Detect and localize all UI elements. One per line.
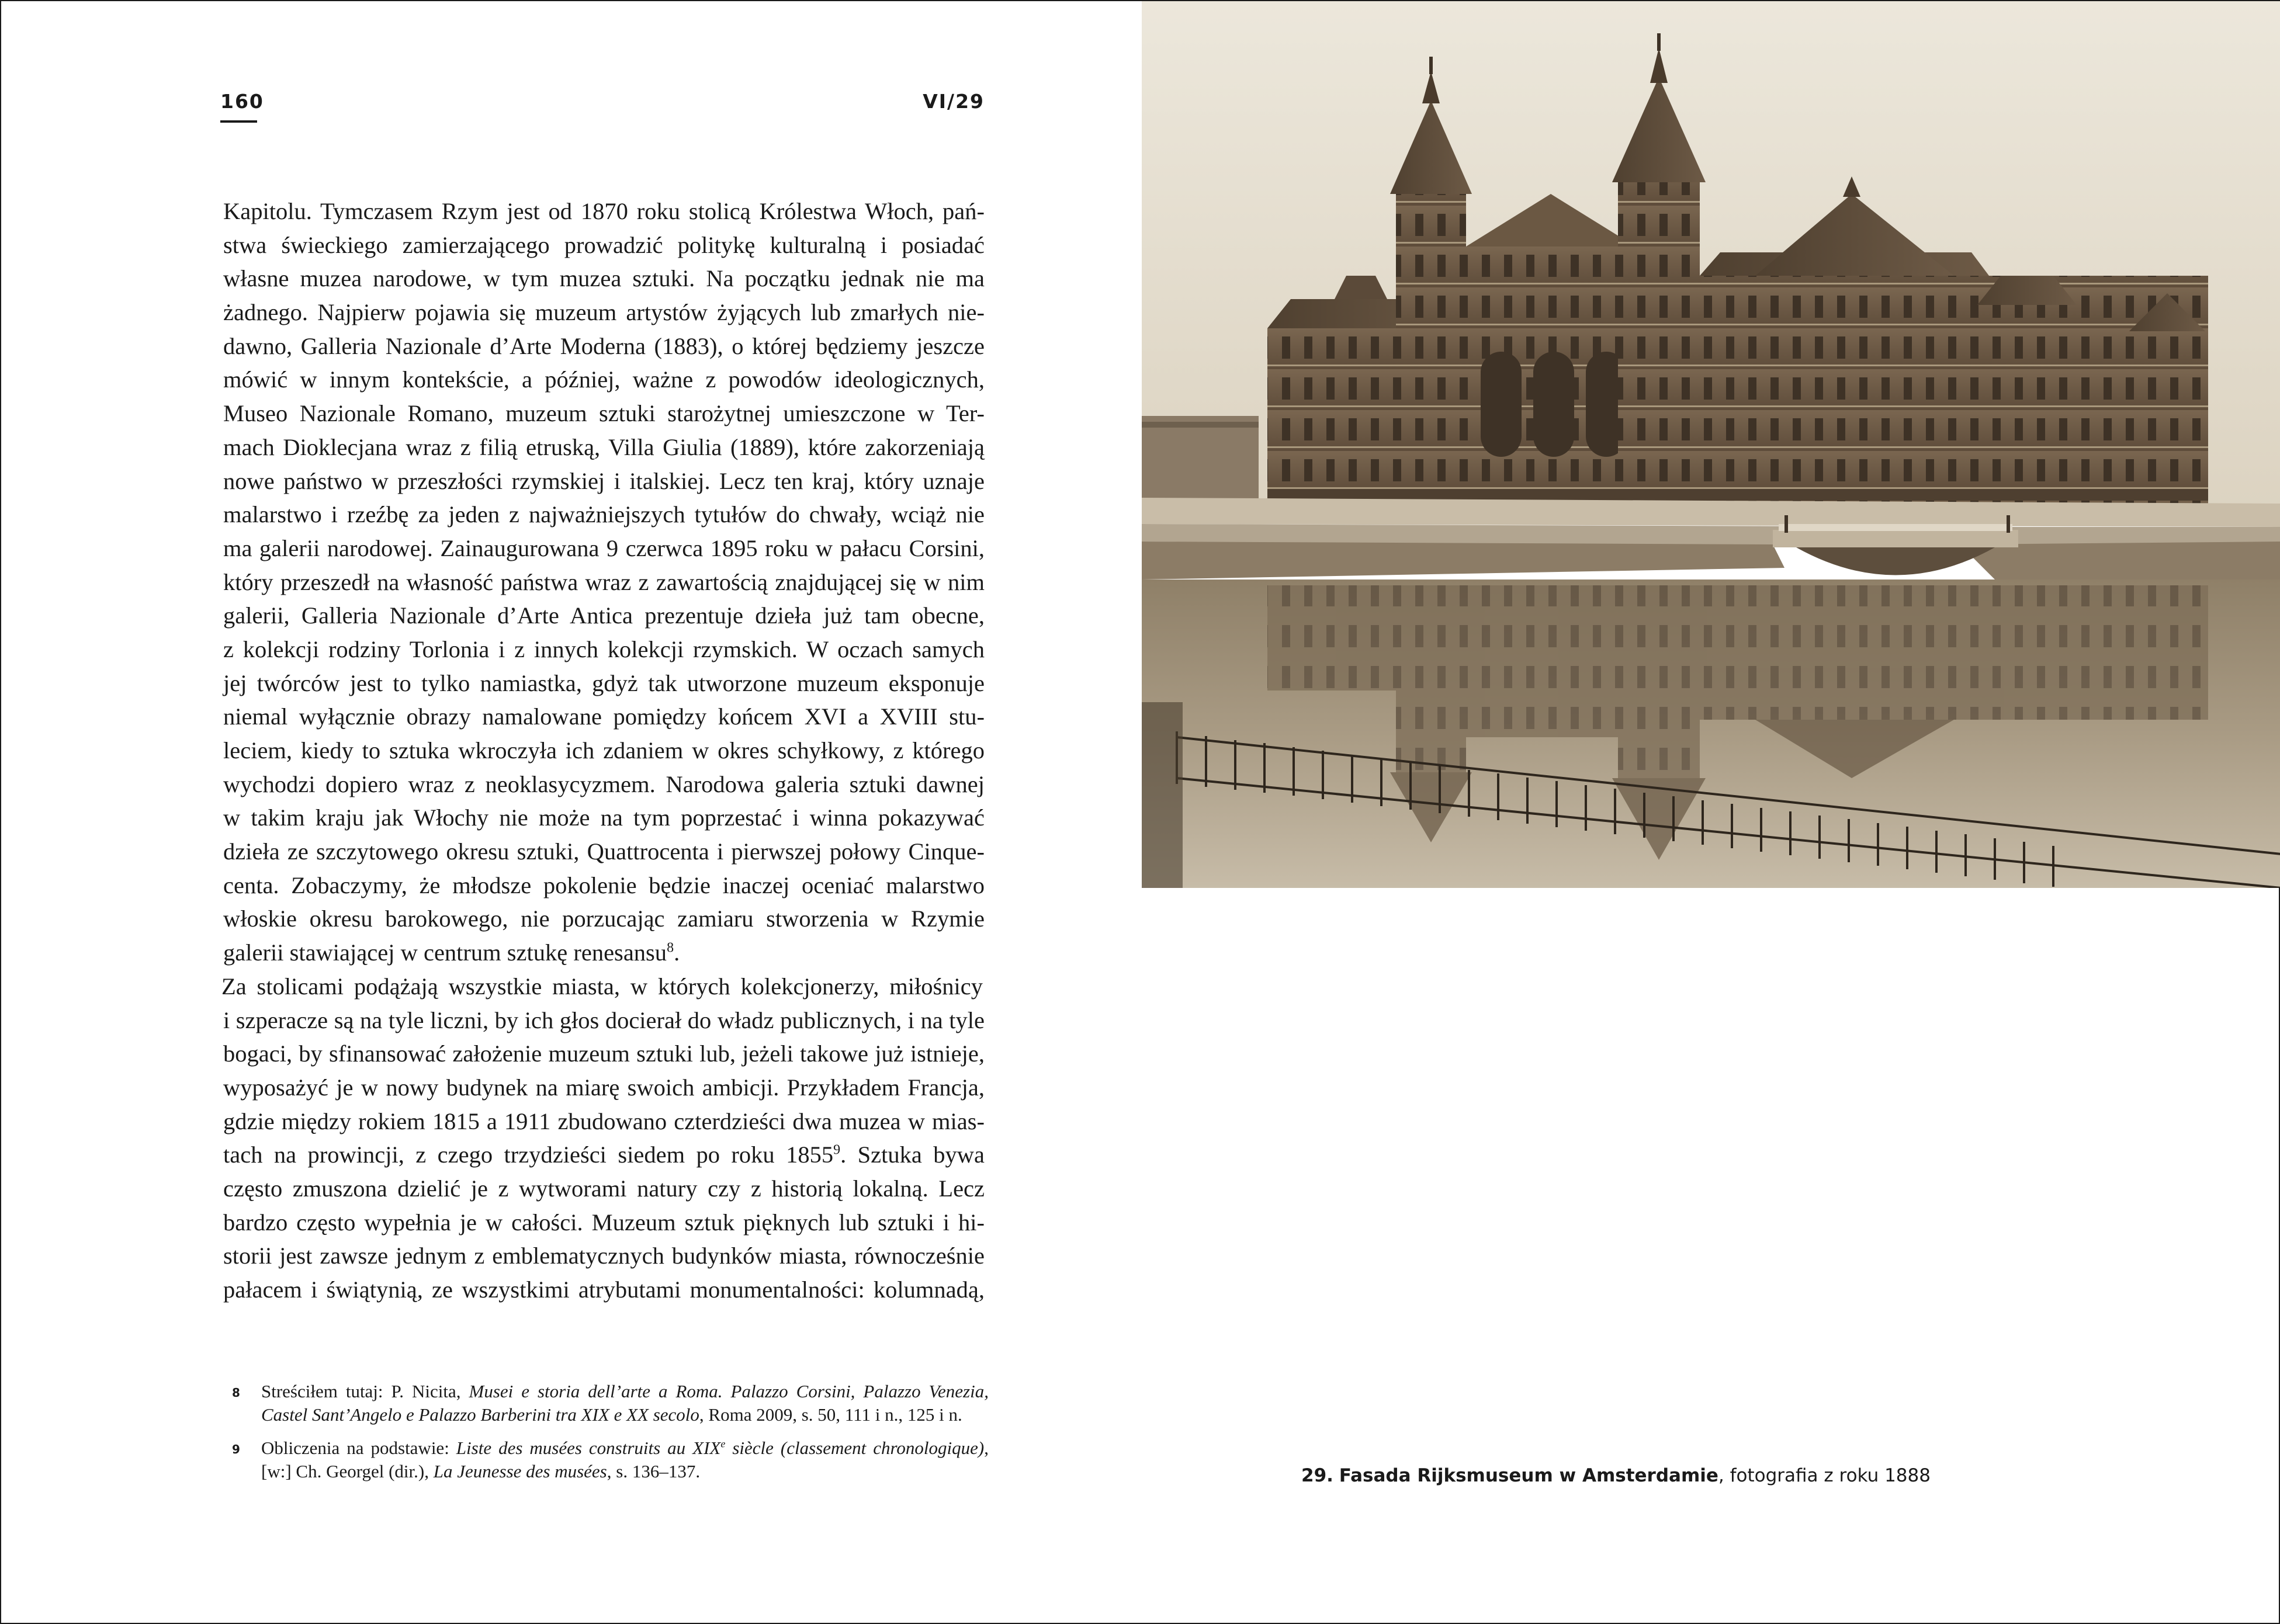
text-line: bogaci, by sfinansować założenie muzeum sztuki lub, jeżeli takowe już istnieje,: [223, 1040, 985, 1067]
footnote-marker: 9: [232, 1442, 240, 1456]
text-fragment: [w:] Ch. Georgel (dir.),: [261, 1461, 434, 1481]
text-fragment: galerii stawiającej w centrum sztukę renesansu: [223, 939, 667, 966]
text-line: dawno, Galleria Nazionale d’Arte Moderna (1883), o której będziemy jeszcze: [223, 332, 985, 359]
section-code: VI/29: [923, 90, 985, 113]
rijksmuseum-photograph: [1142, 1, 2280, 888]
text-line: Za stolicami podążają wszystkie miasta, w których kolekcjonerzy, miłośnicy: [221, 973, 983, 1000]
text-fragment-italic: Musei e storia dell’arte a Roma. Palazzo Corsini, Palazzo Venezia,: [469, 1381, 989, 1401]
footnotes: [232, 1380, 989, 1493]
text-fragment: siècle (classement chronologique): [725, 1438, 985, 1458]
text-line: często zmuszona dzielić je z wytworami natury czy z historią lokalną. Lecz: [223, 1175, 985, 1202]
text-fragment-italic: Castel Sant’Angelo e Palazzo Barberini tra XIX e XX secolo: [261, 1404, 699, 1425]
text-line: żadnego. Najpierw pojawia się muzeum artystów żyjących lub zmarłych nie-: [223, 299, 985, 326]
text-line: wyposażyć je w nowy budynek na miarę swoich ambicji. Przykładem Francja,: [223, 1074, 985, 1101]
text-line: Museo Nazionale Romano, muzeum sztuki starożytnej umieszczone w Ter-: [223, 400, 985, 427]
text-fragment: Obliczenia na podstawie:: [261, 1438, 456, 1458]
body-text: [223, 195, 985, 1307]
photo-illustration: [1142, 1, 2280, 888]
right-page: [1142, 1, 2280, 1624]
page-number-rule: [220, 120, 257, 123]
text-line: nowe państwo w przeszłości rzymskiej i italskiej. Lecz ten kraj, który uznaje: [223, 467, 985, 494]
text-line: wychodzi dopiero wraz z neoklasycyzmem. Narodowa galeria sztuki dawnej: [223, 771, 985, 797]
figure-caption-rest: , fotografia z roku 1888: [1718, 1465, 1931, 1486]
left-page: [1, 1, 1142, 1624]
bridge: [1773, 515, 2018, 575]
text-fragment-italic: La Jeunesse des musées: [433, 1461, 607, 1481]
figure-number: 29.: [1301, 1465, 1333, 1486]
text-fragment: ,: [984, 1438, 989, 1458]
footnote-line: [261, 1436, 989, 1460]
text-line: galerii, Galleria Nazionale d’Arte Antica prezentuje dzieła już tam obecne,: [223, 602, 985, 629]
text-line: leciem, kiedy to sztuka wkroczyła ich zdaniem w okres schyłkowy, z którego: [223, 737, 985, 764]
text-line: z kolekcji rodziny Torlonia i z innych kolekcji rzymskich. W oczach samych: [223, 636, 985, 662]
text-line: dzieła ze szczytowego okresu sztuki, Quattrocenta i pierwszej połowy Cinque-: [223, 838, 985, 865]
page-number: 160: [220, 90, 264, 113]
footnote-line: [261, 1403, 989, 1427]
text-line: Kapitolu. Tymczasem Rzym jest od 1870 roku stolicą Królestwa Włoch, pań-: [223, 198, 985, 224]
running-head: [220, 90, 985, 125]
superscript: e: [720, 1438, 726, 1450]
text-fragment: . Sztuka bywa: [840, 1141, 985, 1168]
text-line: centa. Zobaczymy, że młodsze pokolenie będzie inaczej oceniać malarstwo: [223, 872, 985, 898]
text-line: włoskie okresu barokowego, nie porzucając zamiaru stworzenia w Rzymie: [223, 905, 985, 932]
text-fragment-italic: [456, 1438, 984, 1458]
figure-caption: [1301, 1465, 1931, 1486]
text-line: pałacem i świątynią, ze wszystkimi atrybutami monumentalności: kolumnadą,: [223, 1276, 985, 1303]
footnote-ref-9[interactable]: 9: [833, 1142, 841, 1158]
text-line: galerii stawiającej w centrum sztukę renesansu$^8$.: [223, 939, 680, 966]
text-line: niemal wyłącznie obrazy namalowane pomiędzy końcem XVI a XVIII stu-: [223, 703, 985, 730]
text-line: gdzie między rokiem 1815 a 1911 zbudowano czterdzieści dwa muzea w mias-: [223, 1108, 985, 1134]
footnote-8: [232, 1380, 989, 1427]
footnote-ref-8[interactable]: 8: [667, 940, 674, 956]
text-fragment: tach na prowincji, z czego trzydzieści siedem po roku 1855: [223, 1141, 834, 1168]
footnote-line: [261, 1380, 989, 1403]
text-line: i szperacze są na tyle liczni, by ich głos docierał do władz publicznych, i na tyle: [223, 1007, 985, 1033]
text-line: który przeszedł na własność państwa wraz z zawartością znajdującej się w nim: [223, 568, 985, 595]
footnote-line: [261, 1460, 989, 1483]
footnote-9: [232, 1436, 989, 1483]
figure-title: Fasada Rijksmuseum w Amsterdamie: [1339, 1465, 1718, 1486]
text-line: w takim kraju jak Włochy nie może na tym poprzestać i winna pokazywać: [223, 804, 985, 831]
text-fragment: , s. 136–137.: [607, 1461, 701, 1481]
text-line: jej twórców jest to tylko namiastka, gdyż tak utworzone muzeum eksponuje: [223, 669, 985, 696]
footnote-marker: 8: [232, 1386, 240, 1400]
text-line: [223, 1138, 985, 1172]
text-line: storii jest zawsze jednym z emblematycznych budynków miasta, równocześnie: [223, 1243, 985, 1269]
text-fragment: Liste des musées construits au XIX: [456, 1438, 721, 1458]
text-line: malarstwo i rzeźbę za jeden z najważniejszych tytułów do chwały, wciąż nie: [223, 501, 985, 528]
text-fragment: , Roma 2009, s. 50, 111 i n., 125 i n.: [699, 1404, 962, 1425]
text-line: mach Dioklecjana wraz z filią etruską, Villa Giulia (1889), które zakorzeniają: [223, 433, 985, 460]
text-line: własne muzea narodowe, w tym muzea sztuki. Na początku jednak nie ma: [223, 265, 985, 292]
text-line: bardzo często wypełnia je w całości. Muzeum sztuk pięknych lub sztuki i hi-: [223, 1209, 985, 1236]
text-fragment: Streściłem tutaj: P. Nicita,: [261, 1381, 469, 1401]
text-line: stwa świeckiego zamierzającego prowadzić politykę kulturalną i posiadać: [223, 231, 985, 258]
text-line: mówić w innym kontekście, a później, ważne z powodów ideologicznych,: [223, 366, 985, 393]
text-line: ma galerii narodowej. Zainaugurowana 9 czerwca 1895 roku w pałacu Corsini,: [223, 535, 985, 561]
